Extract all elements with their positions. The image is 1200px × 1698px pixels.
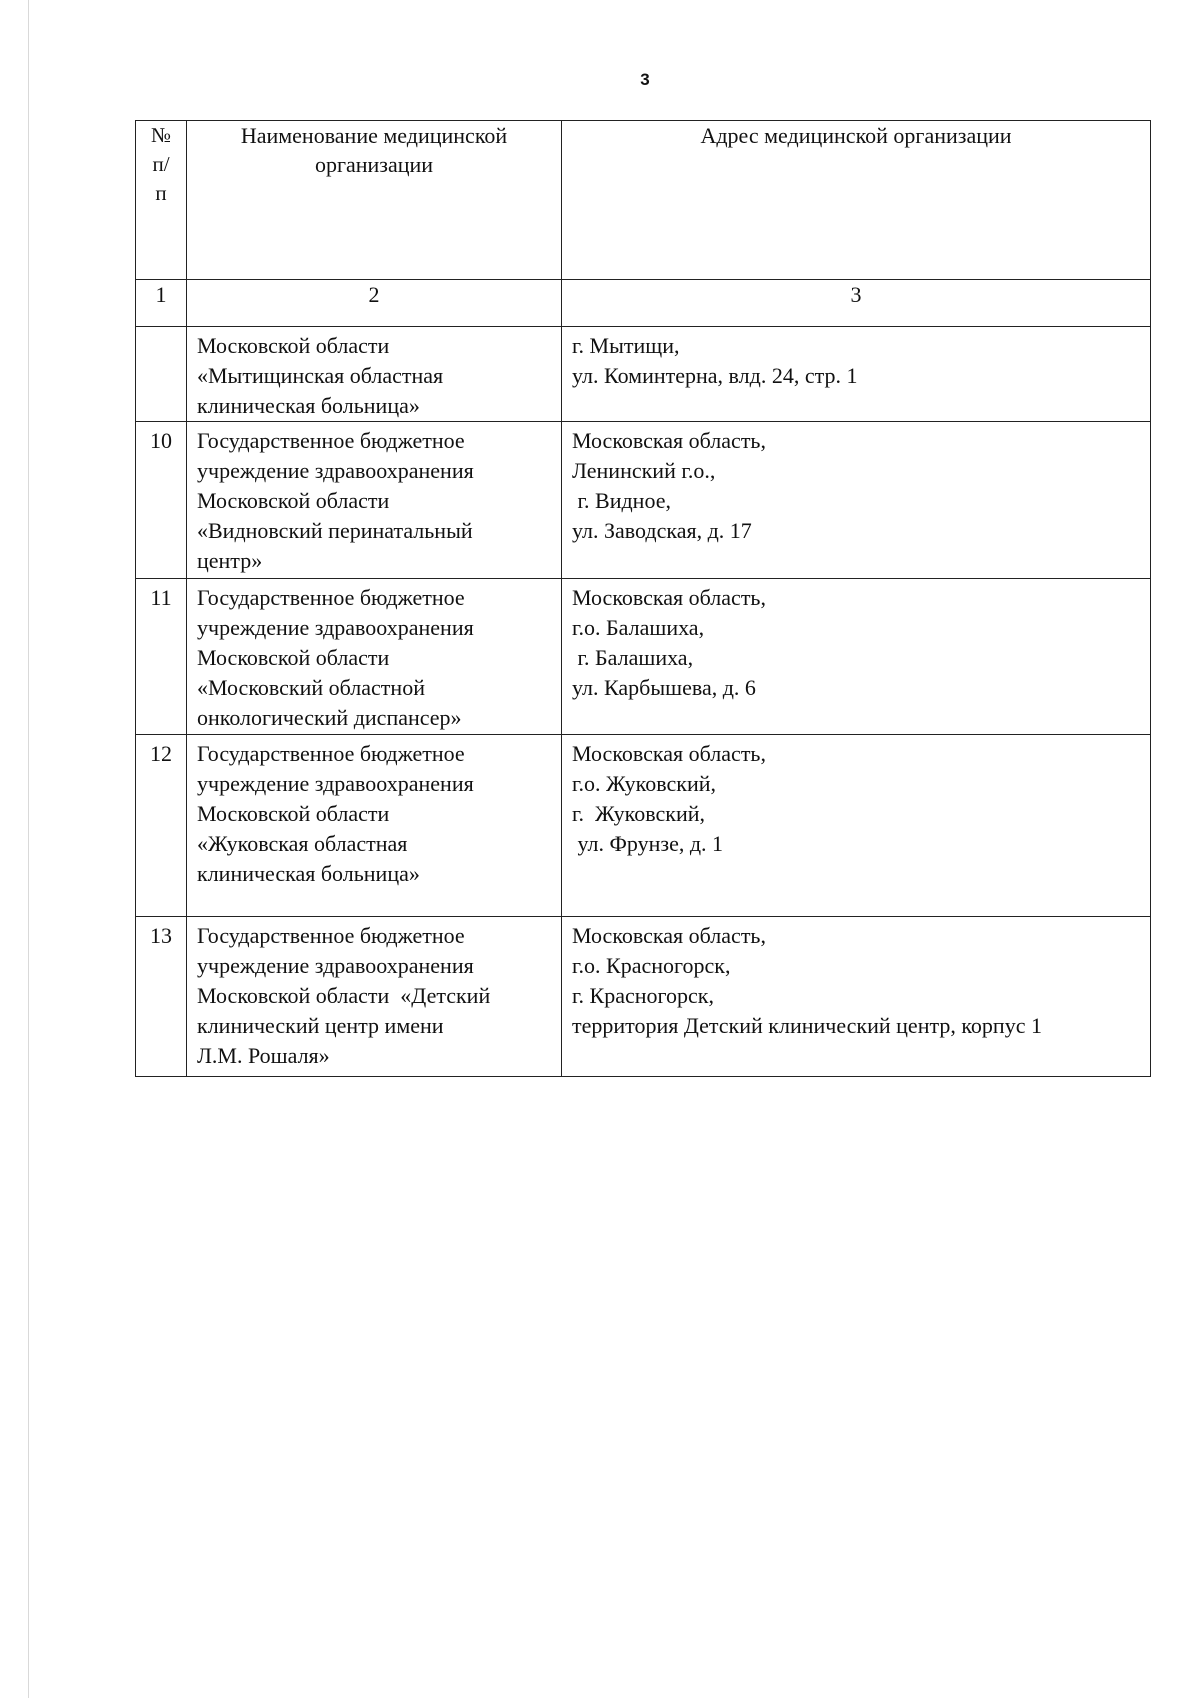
address-line: Московская область, <box>572 428 766 453</box>
column-number: 3 <box>562 280 1151 327</box>
name-line: «Жуковская областная <box>197 831 408 856</box>
row-number <box>136 327 187 422</box>
name-line: учреждение здравоохранения <box>197 953 474 978</box>
row-number: 13 <box>136 917 187 1077</box>
table-row <box>136 327 1151 422</box>
address-line: г. Жуковский, <box>572 801 706 826</box>
name-line: Московской области «Детский <box>197 983 491 1008</box>
header-number-line: п <box>155 181 167 205</box>
table-row <box>136 735 1151 917</box>
address-line: ул. Фрунзе, д. 1 <box>572 831 724 856</box>
name-line: учреждение здравоохранения <box>197 458 474 483</box>
name-line: Московской области <box>197 801 390 826</box>
organization-address <box>562 917 1151 1077</box>
name-line: «Московский областной <box>197 675 425 700</box>
scan-edge-line <box>28 0 29 1698</box>
address-line: г. Красногорск, <box>572 983 714 1008</box>
row-number: 10 <box>136 422 187 579</box>
page-number: 3 <box>640 70 650 89</box>
address-line: ул. Коминтерна, влд. 24, стр. 1 <box>572 363 858 388</box>
address-line: территория Детский клинический центр, корпус 1 <box>572 1013 1042 1038</box>
header-organization-name <box>187 121 562 280</box>
address-line: Ленинский г.о., <box>572 458 716 483</box>
name-line: Государственное бюджетное <box>197 741 465 766</box>
table-row <box>136 917 1151 1077</box>
organization-address <box>562 579 1151 735</box>
organization-name <box>187 735 562 917</box>
column-number-row <box>136 280 1151 327</box>
organization-name <box>187 579 562 735</box>
address-line: г.о. Жуковский, <box>572 771 717 796</box>
name-line: Московской области <box>197 333 390 358</box>
address-line: Московская область, <box>572 741 766 766</box>
organization-address <box>562 735 1151 917</box>
table-row <box>136 579 1151 735</box>
address-line: г.о. Красногорск, <box>572 953 731 978</box>
name-line: Московской области <box>197 645 390 670</box>
organization-name <box>187 917 562 1077</box>
address-line: Московская область, <box>572 585 766 610</box>
address-line: г.о. Балашиха, <box>572 615 705 640</box>
table-row <box>136 422 1151 579</box>
name-line: клиническая больница» <box>197 861 420 886</box>
medical-organizations-table <box>135 120 1151 1077</box>
header-name-line: Наименование медицинской <box>240 123 508 148</box>
row-number: 11 <box>136 579 187 735</box>
header-organization-address <box>562 121 1151 280</box>
organization-address <box>562 422 1151 579</box>
row-number: 12 <box>136 735 187 917</box>
column-number: 2 <box>187 280 562 327</box>
name-line: Государственное бюджетное <box>197 585 465 610</box>
address-line: ул. Заводская, д. 17 <box>572 518 752 543</box>
name-line: центр» <box>197 548 263 573</box>
organization-address <box>562 327 1151 422</box>
name-line: учреждение здравоохранения <box>197 771 474 796</box>
header-number-line: № <box>150 123 172 147</box>
name-line: клинический центр имени <box>197 1013 444 1038</box>
header-address-line: Адрес медицинской организации <box>700 123 1012 148</box>
name-line: Государственное бюджетное <box>197 428 465 453</box>
address-line: Московская область, <box>572 923 766 948</box>
name-line: «Видновский перинатальный <box>197 518 473 543</box>
name-line: Л.М. Рошаля» <box>197 1043 330 1068</box>
name-line: клиническая больница» <box>197 393 420 418</box>
header-number-line: п/ <box>152 152 170 176</box>
address-line: г. Балашиха, <box>572 645 694 670</box>
address-line: г. Видное, <box>572 488 671 513</box>
organization-name <box>187 422 562 579</box>
address-line: ул. Карбышева, д. 6 <box>572 675 756 700</box>
table-header-row <box>136 121 1151 280</box>
header-number <box>136 121 187 280</box>
name-line: учреждение здравоохранения <box>197 615 474 640</box>
header-name-line: организации <box>314 152 434 177</box>
column-number: 1 <box>136 280 187 327</box>
organization-name <box>187 327 562 422</box>
address-line: г. Мытищи, <box>572 333 680 358</box>
name-line: Государственное бюджетное <box>197 923 465 948</box>
name-line: «Мытищинская областная <box>197 363 444 388</box>
name-line: онкологический диспансер» <box>197 705 462 730</box>
name-line: Московской области <box>197 488 390 513</box>
